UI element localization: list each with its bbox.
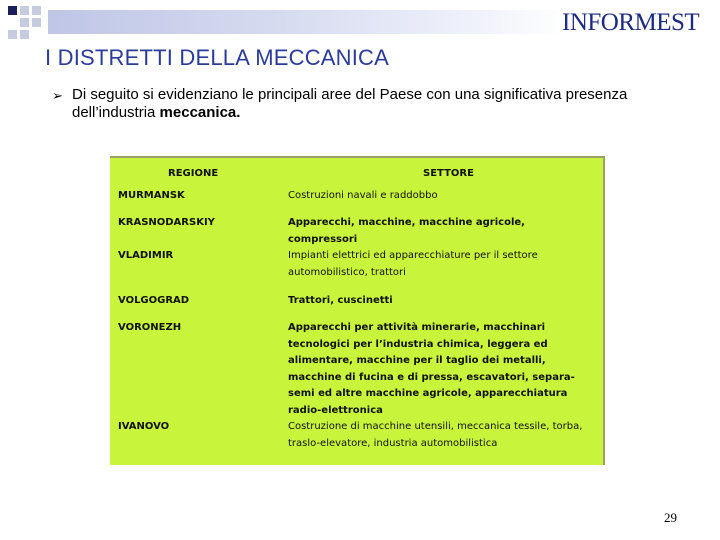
table-row xyxy=(110,320,603,419)
header-settore: SETTORE xyxy=(423,167,474,179)
region-cell: IVANOVO xyxy=(118,421,170,432)
table-header-row xyxy=(110,158,603,188)
region-cell: VLADIMIR xyxy=(118,250,174,261)
header-regione: REGIONE xyxy=(168,167,219,179)
decor-square-2 xyxy=(20,6,29,15)
decor-square-4 xyxy=(20,18,29,27)
districts-table xyxy=(110,158,603,459)
sector-cell: Impianti elettrici ed apparecchiature per il settore automobilistico, trattori xyxy=(288,250,538,278)
sector-cell: Costruzioni navali e raddobbo xyxy=(288,190,438,201)
decor-square-6 xyxy=(8,30,17,39)
sector-cell: Trattori, cuscinetti xyxy=(288,295,393,306)
districts-table-image xyxy=(110,156,605,465)
decor-square-1 xyxy=(8,6,17,15)
page-title: I DISTRETTI DELLA MECCANICA xyxy=(45,45,390,70)
region-cell: MURMANSK xyxy=(118,190,185,201)
table-row xyxy=(110,188,603,215)
table-row xyxy=(110,419,603,459)
informest-logo: INFORMEST xyxy=(562,9,700,36)
table-row xyxy=(110,293,603,320)
bullet-arrow-icon: ➢ xyxy=(52,88,63,103)
decor-square-7 xyxy=(20,30,29,39)
sector-cell: Apparecchi per attività minerarie, macchinari tecnologici per l’industria chimica, leggera ed alimentare, macchine per il taglio dei metalli, macchine di fucina e di pressa, escavatori, separa-semi ed altre macchine agricole, apparecchiatura radio-elettronica xyxy=(288,322,575,416)
intro-emphasis: meccanica. xyxy=(159,104,241,121)
region-cell: KRASNODARSKIY xyxy=(118,217,215,228)
intro-paragraph xyxy=(72,86,692,122)
table-row xyxy=(110,248,603,293)
region-cell: VORONEZH xyxy=(118,322,182,333)
header-gradient-bar xyxy=(48,10,568,34)
intro-text: Di seguito si evidenziano le principali aree del Paese con una significativa presenza dell’industria xyxy=(72,86,628,121)
page-number: 29 xyxy=(664,510,677,525)
sector-cell: Costruzione di macchine utensili, meccanica tessile, torba, traslo-elevatore, industria automobilistica xyxy=(288,421,583,449)
region-cell: VOLGOGRAD xyxy=(118,295,190,306)
table-row xyxy=(110,215,603,248)
sector-cell: Apparecchi, macchine, macchine agricole, compressori xyxy=(288,217,525,245)
decor-square-3 xyxy=(32,6,41,15)
decor-square-5 xyxy=(32,18,41,27)
